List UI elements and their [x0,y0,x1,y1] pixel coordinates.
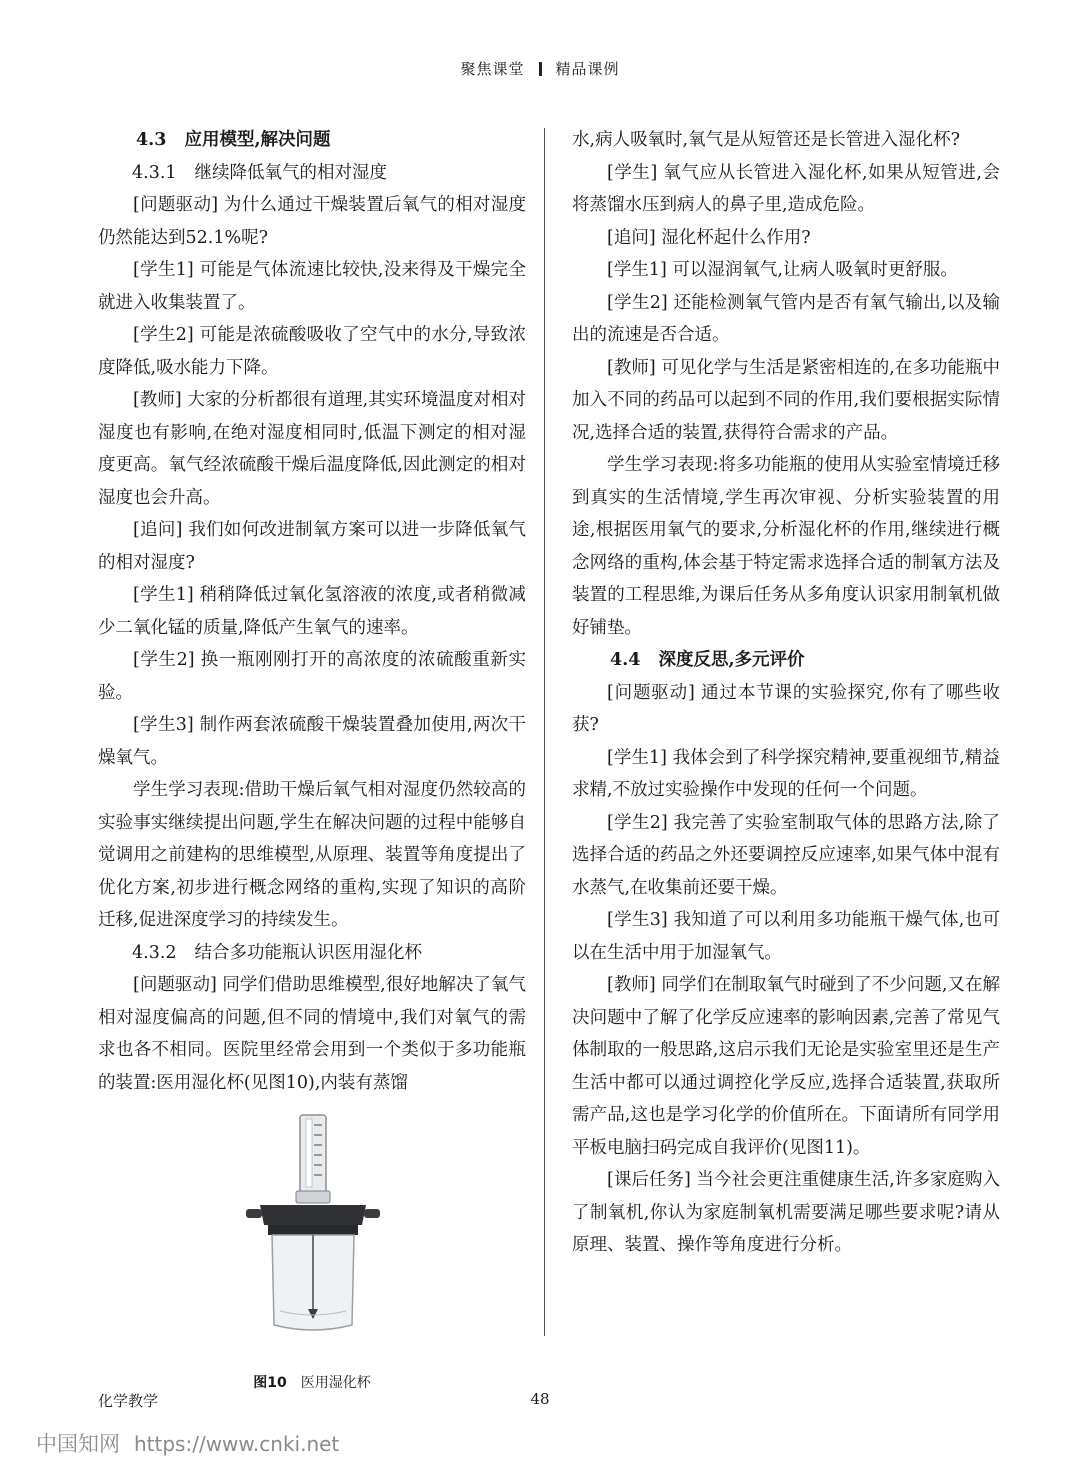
paragraph: [学生] 氧气应从长管进入湿化杯,如果从短管进,会将蒸馏水压到病人的鼻子里,造成危险。 [572,162,1000,215]
subsection-heading-4-3-2: 4.3.2 结合多功能瓶认识医用湿化杯 [132,942,423,963]
column-divider [544,128,545,1336]
figure-caption-text: 医用湿化杯 [300,1375,371,1391]
paragraph: [学生1] 可以湿润氧气,让病人吸氧时更舒服。 [607,260,958,280]
figure-label: 图10 [253,1375,287,1391]
page-number: 48 [530,1390,550,1408]
paragraph: [学生2] 我完善了实验室制取气体的思路方法,除了选择合适的药品之外还要调控反应速率,如果气体中混有水蒸气,在收集前还要干燥。 [572,812,1000,898]
header-separator [539,62,542,76]
humidifier-cup-image [238,1113,388,1338]
paragraph: [课后任务] 当今社会更注重健康生活,许多家庭购入了制氧机,你认为家庭制氧机需要满足哪些要求呢?请从原理、装置、操作等角度进行分析。 [572,1170,1000,1255]
cnki-watermark [36,1428,339,1458]
paragraph: 学生学习表现:将多功能瓶的使用从实验室情境迁移到真实的生活情境,学生再次审视、分析实验装置的用途,根据医用氧气的要求,分析湿化杯的作用,继续进行概念网络的重构,体会基于特定需求选择合适的制氧方法及装置的工程思维,为课后任务从多角度认识家用制氧机做好铺垫。 [572,455,1000,638]
header-section: 聚焦课堂 [460,60,525,78]
paragraph: [学生2] 还能检测氧气管内是否有氧气输出,以及输出的流速是否合适。 [572,292,1000,345]
subsection-heading-4-3-1: 4.3.1 继续降低氧气的相对湿度 [132,162,388,183]
paragraph: [学生3] 制作两套浓硫酸干燥装置叠加使用,两次干燥氧气。 [98,715,526,768]
paragraph: [教师] 可见化学与生活是紧密相连的,在多功能瓶中加入不同的药品可以起到不同的作用,我们要根据实际情况,选择合适的装置,获得符合需求的产品。 [572,357,1000,443]
right-column [572,124,1000,1262]
paragraph: [问题驱动] 同学们借助思维模型,很好地解决了氧气相对湿度偏高的问题,但不同的情境中,我们对氧气的需求也各不相同。医院里经常会用到一个类似于多功能瓶的装置:医用湿化杯(见图10),内装有蒸馏 [98,975,526,1093]
paragraph: 水,病人吸氧时,氧气是从短管还是长管进入湿化杯? [572,130,961,150]
paragraph: [学生1] 稍稍降低过氧化氢溶液的浓度,或者稍微减少二氧化锰的质量,降低产生氧气的速率。 [98,585,526,638]
section-heading-4-4: 4.4 深度反思,多元评价 [610,650,805,670]
paragraph: [学生1] 可能是气体流速比较快,没来得及干燥完全就进入收集装置了。 [98,260,526,313]
paragraph: [教师] 大家的分析都很有道理,其实环境温度对相对湿度也有影响,在绝对湿度相同时,低温下测定的相对湿度更高。氧气经浓硫酸干燥后温度降低,因此测定的相对湿度也会升高。 [98,390,526,508]
figure-humidifier-cup [98,1113,526,1363]
watermark-name: 中国知网 [36,1432,120,1456]
watermark-url: https://www.cnki.net [134,1432,340,1456]
paragraph: [学生2] 换一瓶刚刚打开的高浓度的浓硫酸重新实验。 [98,650,526,703]
paragraph: [学生3] 我知道了可以利用多功能瓶干燥气体,也可以在生活中用于加湿氧气。 [572,910,1000,963]
left-column [98,124,526,1400]
journal-name: 化学教学 [98,1392,159,1410]
paragraph: [问题驱动] 通过本节课的实验探究,你有了哪些收获? [572,682,1000,735]
paragraph: 学生学习表现:借助干燥后氧气相对湿度仍然较高的实验事实继续提出问题,学生在解决问题的过程中能够自觉调用之前建构的思维模型,从原理、装置等角度提出了优化方案,初步进行概念网络的重构,实现了知识的高阶迁移,促进深度学习的持续发生。 [98,780,526,930]
section-heading-4-3: 4.3 应用模型,解决问题 [136,130,331,150]
running-header [0,58,1080,79]
header-column: 精品课例 [555,60,620,78]
paragraph: [学生1] 我体会到了科学探究精神,要重视细节,精益求精,不放过实验操作中发现的任何一个问题。 [572,747,1000,800]
paragraph: [学生2] 可能是浓硫酸吸收了空气中的水分,导致浓度降低,吸水能力下降。 [98,325,526,378]
paragraph: [问题驱动] 为什么通过干燥装置后氧气的相对湿度仍然能达到52.1%呢? [98,195,526,248]
paragraph: [追问] 湿化杯起什么作用? [607,227,811,248]
paragraph: [教师] 同学们在制取氧气时碰到了不少问题,又在解决问题中了解了化学反应速率的影响因素,完善了常见气体制取的一般思路,这启示我们无论是实验室里还是生产生活中都可以通过调控化学反应,选择合适装置,获取所需产品,这也是学习化学的价值所在。下面请所有同学用平板电脑扫码完成自我评价(见图11)。 [572,975,1000,1158]
paragraph: [追问] 我们如何改进制氧方案可以进一步降低氧气的相对湿度? [98,520,526,573]
